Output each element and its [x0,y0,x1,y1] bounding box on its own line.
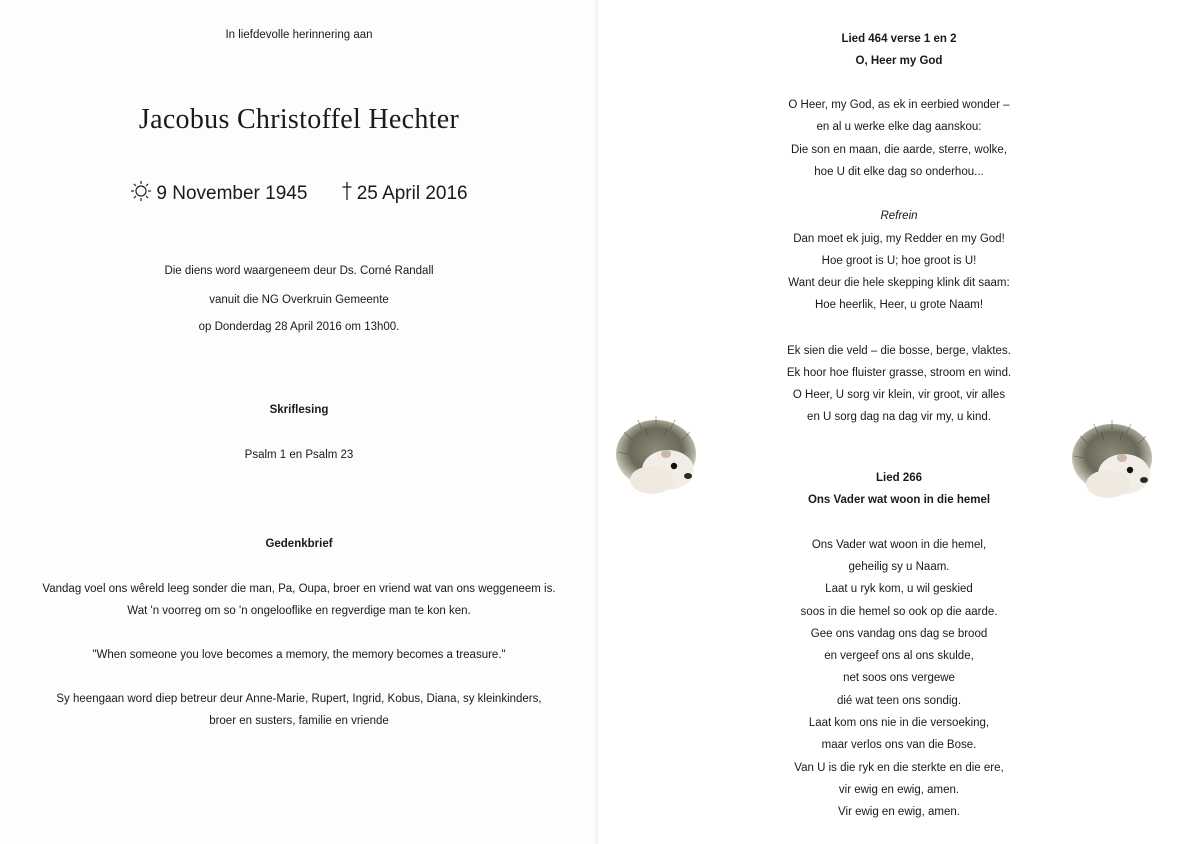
hymn1-verse1-line: Die son en maan, die aarde, sterre, wolke, [790,144,1008,156]
hedgehog-icon [612,410,704,502]
hymn1-verse1-line: en al u werke elke dag aanskou: [816,121,982,133]
birth-date-group [130,180,307,208]
deceased-name: Jacobus Christoffel Hechter [138,104,460,135]
hymn2-line: Laat kom ons nie in die versoeking, [808,717,990,729]
sun-icon [130,180,152,208]
death-date-group [341,181,468,207]
refrain-line: Hoe heerlik, Heer, u grote Naam! [814,299,984,311]
hymn2-title: Lied 266 [875,472,923,484]
refrain-label: Refrein [880,210,918,222]
hymn2-subtitle: Ons Vader wat woon in die hemel [807,494,991,506]
death-date: 25 April 2016 [356,183,468,205]
hymn2-line: Van U is die ryk en die sterkte en die ere, [794,762,1004,774]
hymn2-line: geheilig sy u Naam. [848,561,950,573]
hymn2-line: dié wat teen ons sondig. [836,695,962,707]
hymn2-line: Ons Vader wat woon in die hemel, [811,539,987,551]
hymn1-verse1-line: O Heer, my God, as ek in eerbied wonder – [788,99,1010,111]
left-page [0,0,598,844]
letter-line-2: Wat 'n voorreg om so 'n ongelooflike en regverdige man te kon ken. [127,605,471,617]
life-dates [0,180,598,208]
letter-line-4: broer en susters, familie en vriende [209,715,389,727]
refrain-line: Want deur die hele skepping klink dit saam: [788,277,1010,289]
letter-heading: Gedenkbrief [265,538,333,550]
hymn1-title: Lied 464 verse 1 en 2 [841,33,957,45]
cross-icon [341,181,353,207]
letter-quote: "When someone you love becomes a memory, the memory becomes a treasure." [92,649,506,661]
hymn1-verse2-line: en U sorg dag na dag vir my, u kind. [807,411,991,423]
service-line-2: vanuit die NG Overkruin Gemeente [209,294,389,306]
letter-line-3: Sy heengaan word diep betreur deur Anne-Marie, Rupert, Ingrid, Kobus, Diana, sy kleinkinders, [56,693,542,705]
hymn2-line: Gee ons vandag ons dag se brood [810,628,988,640]
hymn2-line: Vir ewig en ewig, amen. [838,806,960,818]
service-line-3: op Donderdag 28 April 2016 om 13h00. [198,321,400,333]
hymn2-line: Laat u ryk kom, u wil geskied [825,583,973,595]
hymn1-verse2-line: O Heer, U sorg vir klein, vir groot, vir alles [792,389,1006,401]
hymn1-verse1-line: hoe U dit elke dag so onderhou... [814,166,984,178]
hymn2-line: soos in die hemel so ook op die aarde. [800,606,998,618]
birth-date: 9 November 1945 [156,183,308,205]
reading-heading: Skriflesing [269,404,329,416]
intro-text: In liefdevolle herinnering aan [225,29,373,41]
hedgehog-icon [1068,414,1160,506]
reading-text: Psalm 1 en Psalm 23 [244,449,354,461]
refrain-line: Hoe groot is U; hoe groot is U! [821,255,977,267]
hymn1-verse2-line: Ek sien die veld – die bosse, berge, vlaktes. [787,345,1011,357]
hymn2-line: en vergeef ons al ons skulde, [824,650,974,662]
hymn2-line: net soos ons vergewe [843,672,955,684]
hymn2-line: maar verlos ons van die Bose. [821,739,977,751]
refrain-line: Dan moet ek juig, my Redder en my God! [793,233,1005,245]
hymn1-verse2-line: Ek hoor hoe fluister grasse, stroom en wind. [786,367,1012,379]
letter-line-1: Vandag voel ons wêreld leeg sonder die man, Pa, Oupa, broer en vriend wat van ons weggeneem is. [42,583,556,595]
service-line-1: Die diens word waargeneem deur Ds. Corné Randall [164,265,434,277]
hymn2-line: vir ewig en ewig, amen. [838,784,960,796]
hymn1-subtitle: O, Heer my God [855,55,943,67]
